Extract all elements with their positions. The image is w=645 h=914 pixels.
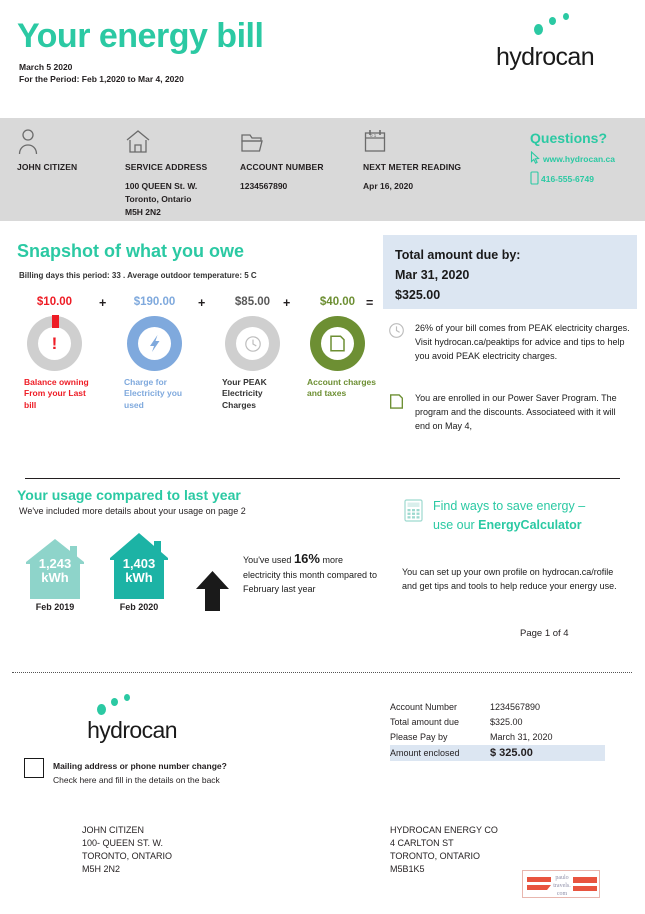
- pay-value-pay-by: March 31, 2020: [490, 731, 553, 742]
- svg-text:0 1: 0 1: [370, 133, 377, 138]
- phone-number[interactable]: 416-555-6749: [541, 174, 594, 184]
- address-change-title: Mailing address or phone number change?: [53, 761, 227, 771]
- logo-wordmark: hydrocan: [495, 43, 595, 71]
- energy-calculator-block[interactable]: [404, 497, 629, 535]
- questions-block: [530, 130, 615, 187]
- company-addr-line1: HYDROCAN ENERGY CO: [390, 825, 498, 835]
- usage-label-current-year: Feb 2020: [119, 602, 159, 612]
- due-label: Total amount due by:: [395, 248, 521, 262]
- document-icon: [388, 392, 405, 434]
- usage-kwh-prev: 1,243: [38, 556, 72, 571]
- website-link[interactable]: www.hydrocan.ca: [543, 153, 615, 164]
- charge-ring-peak: [225, 316, 280, 371]
- pay-key-account-number: Account Number: [390, 702, 458, 712]
- table-row: [390, 700, 605, 715]
- clock-icon: [388, 322, 405, 364]
- mobile-phone-icon: [530, 171, 539, 187]
- calc-head-line2-bold[interactable]: EnergyCalculator: [478, 517, 582, 532]
- customer-name: JOHN CITIZEN: [17, 162, 78, 172]
- folder-icon: [240, 128, 324, 156]
- lightning-icon: [138, 327, 171, 360]
- exclamation-icon: !: [38, 327, 71, 360]
- energy-calculator-heading: [404, 497, 629, 535]
- logo-dot-small: [563, 13, 569, 20]
- service-address-line3: M5H 2N2: [125, 207, 161, 217]
- operator-plus-3: +: [283, 296, 291, 310]
- operator-equals: =: [366, 296, 374, 310]
- logo-dot-medium: [549, 17, 556, 25]
- logo-dot-large: [97, 704, 106, 715]
- hydrocan-logo: [485, 12, 605, 72]
- usage-note-before: You've used: [243, 555, 294, 565]
- pay-value-account-number: 1234567890: [490, 702, 541, 712]
- customer-addr-line3: TORONTO, ONTARIO: [82, 851, 173, 862]
- calendar-icon: [363, 128, 461, 156]
- home-icon: [125, 128, 207, 156]
- power-saver-notice: [388, 392, 633, 434]
- usage-label-prev-year: Feb 2019: [35, 602, 75, 612]
- document-icon: [321, 327, 354, 360]
- charge-caption-electricity: Charge for Electricity you used: [124, 377, 183, 410]
- amount-enclosed-label: Amount enclosed: [390, 747, 460, 758]
- paulo-travels-watermark: [522, 870, 600, 898]
- logo-dot-large: [534, 24, 543, 35]
- house-icon: [18, 537, 92, 599]
- pay-key-total-due: Total amount due: [390, 716, 460, 727]
- service-address-column: [125, 128, 207, 220]
- pay-key-pay-by: Please Pay by: [390, 731, 448, 742]
- total-amount-due-panel: [383, 235, 637, 309]
- usage-note-after: more electricity this month compared to February last year: [243, 555, 378, 595]
- table-row: [390, 715, 605, 730]
- pay-value-total-due: $325.00: [490, 716, 523, 727]
- stub-hydrocan-logo: [72, 694, 192, 744]
- charges-breakdown: [0, 296, 375, 446]
- account-number-value: [240, 181, 324, 191]
- operator-plus-1: +: [99, 296, 107, 310]
- usage-title: Your usage compared to last year: [17, 487, 241, 503]
- cursor-icon: [530, 151, 541, 166]
- power-saver-notice-text: You are enrolled in our Power Saver Program. The program and the discounts. Associateed with it will end on May 4,: [415, 393, 617, 431]
- amount-enclosed-value: $ 325.00: [490, 746, 533, 759]
- page-title: Your energy bill: [17, 17, 264, 55]
- due-amount: $325.00: [395, 288, 441, 302]
- snapshot-subtitle: Billing days this period: 33 . Average outdoor temperature: 5 C: [19, 271, 257, 280]
- charge-caption-peak: Your PEAK Electricity Charges: [222, 377, 267, 410]
- company-addr-line2: 4 CARLTON ST: [390, 838, 454, 849]
- company-remit-address: [390, 824, 498, 876]
- charge-item-balance: [12, 296, 97, 411]
- customer-addr-line2: 100- QUEEN ST. W.: [82, 838, 164, 849]
- house-icon: [102, 531, 176, 593]
- account-number-text: 1234567890: [240, 181, 288, 191]
- company-addr-line3: TORONTO, ONTARIO: [390, 851, 481, 862]
- charge-ring-electricity: [127, 316, 182, 371]
- usage-bar-current-year: [102, 531, 176, 612]
- customer-addr-line4: M5H 2N2: [82, 864, 121, 875]
- customer-mailing-address: [82, 824, 172, 876]
- person-icon: [17, 128, 77, 156]
- up-arrow-icon: [195, 571, 230, 616]
- charge-item-account: [295, 296, 380, 400]
- service-address-line1: 100 QUEEN St. W.: [125, 181, 198, 191]
- address-change-text: [53, 760, 253, 787]
- company-addr-line4: M5B1K5: [390, 864, 425, 875]
- usage-subtitle: We've included more details about your usage on page 2: [19, 506, 246, 516]
- charge-item-peak: [210, 296, 295, 411]
- questions-title: Questions?: [530, 130, 608, 146]
- address-change-checkbox[interactable]: [24, 758, 44, 778]
- charge-amount-account: $40.00: [319, 296, 356, 308]
- customer-addr-line1: JOHN CITIZEN: [82, 825, 144, 835]
- next-meter-reading-column: [363, 128, 461, 194]
- bill-date: March 5 2020: [19, 62, 73, 72]
- service-address-value: [125, 181, 207, 217]
- charge-amount-peak: $85.00: [234, 296, 271, 308]
- usage-comparison-note: [243, 549, 379, 597]
- next-meter-reading-value: [363, 181, 461, 191]
- usage-note-percent: 16%: [293, 551, 320, 566]
- usage-bar-prev-year: [18, 537, 92, 612]
- charge-amount-electricity: $190.00: [133, 296, 176, 308]
- customer-column: [17, 128, 77, 172]
- watermark-text: paulo travels. com: [553, 875, 571, 898]
- snapshot-title: Snapshot of what you owe: [17, 241, 245, 261]
- address-change-note: Check here and fill in the details on the back: [53, 775, 220, 786]
- logo-dot-medium: [111, 698, 118, 706]
- usage-value-prev-year: [18, 557, 92, 585]
- page-number: Page 1 of 4: [520, 628, 569, 639]
- peak-charges-notice: [388, 322, 633, 364]
- section-divider: [25, 478, 620, 479]
- account-number-label: ACCOUNT NUMBER: [240, 162, 324, 172]
- bill-period: For the Period: Feb 1,2020 to Mar 4, 2020: [19, 74, 184, 84]
- peak-charges-notice-text: 26% of your bill comes from PEAK electricity charges. Visit hydrocan.ca/peaktips for advice and tips to help you avoid PEAK electricity charges.: [415, 323, 630, 361]
- stub-logo-wordmark: hydrocan: [87, 717, 177, 743]
- service-address-label: SERVICE ADDRESS: [125, 162, 208, 172]
- due-date: Mar 31, 2020: [395, 268, 470, 282]
- tear-line: [12, 672, 632, 673]
- logo-dot-small: [124, 694, 130, 701]
- service-address-line2: Toronto, Ontario: [125, 194, 192, 204]
- calc-head-line1: Find ways to save energy –: [433, 499, 586, 513]
- operator-plus-2: +: [198, 296, 206, 310]
- calculator-icon: [404, 499, 423, 528]
- energy-calculator-body: You can set up your own profile on hydrocan.ca/rofile and get tips and tools to help reduce your energy use.: [402, 567, 617, 592]
- charge-ring-balance: [27, 316, 82, 371]
- charge-amount-balance: $10.00: [36, 296, 73, 308]
- account-info-bar: [0, 118, 645, 221]
- clock-icon: [236, 327, 269, 360]
- usage-kwh-current: 1,403: [122, 556, 156, 571]
- amount-enclosed-row[interactable]: [390, 745, 605, 762]
- bill-header: [0, 0, 645, 118]
- usage-unit-current: kWh: [125, 570, 153, 586]
- charge-ring-account: [310, 316, 365, 371]
- calc-head-line2-plain: use our: [433, 517, 479, 532]
- energy-calculator-heading-text: [433, 497, 585, 535]
- usage-value-current-year: [102, 557, 176, 585]
- phone-row[interactable]: [530, 171, 615, 187]
- website-row[interactable]: [530, 151, 615, 166]
- table-row: [390, 730, 605, 745]
- usage-unit-prev: kWh: [41, 570, 69, 586]
- next-meter-reading-date: Apr 16, 2020: [363, 181, 414, 191]
- charge-caption-account: Account charges and taxes: [307, 377, 376, 399]
- payment-summary-table: [390, 700, 605, 761]
- charge-item-electricity: [112, 296, 197, 411]
- charge-caption-balance: Balance owning From your Last bill: [24, 377, 89, 410]
- account-number-column: [240, 128, 324, 194]
- next-meter-reading-label: NEXT METER READING: [363, 162, 462, 172]
